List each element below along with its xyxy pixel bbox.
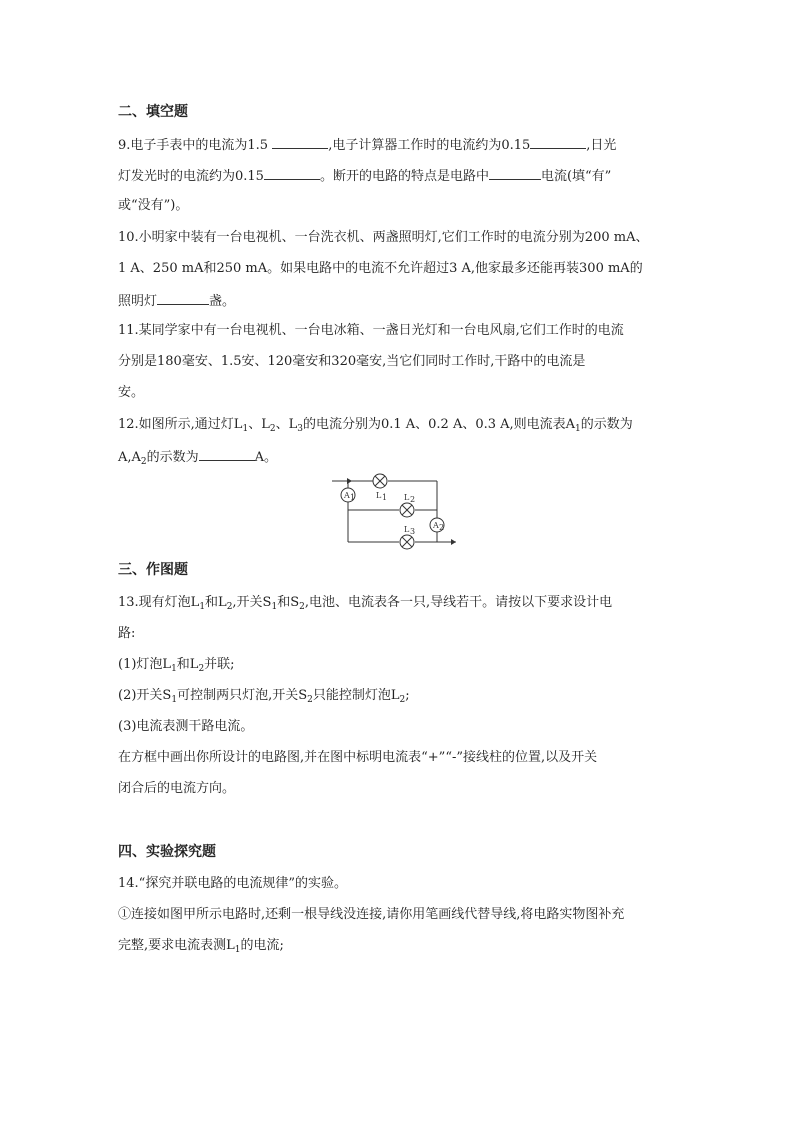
question-9-line-1 — [118, 136, 616, 154]
ammeter-a2-sub: 2 — [439, 523, 445, 532]
q14-text: 完整,要求电流表测L — [118, 938, 235, 953]
q9-text: ,日光 — [586, 138, 617, 153]
q9-text: ,电子计算器工作时的电流约为0.15 — [328, 138, 531, 153]
subscript: 1 — [271, 602, 278, 612]
subscript: 1 — [171, 695, 178, 705]
lamp-l3-icon — [400, 535, 414, 549]
q12-text: 的示数为 — [580, 417, 633, 432]
q10-text: 盏。 — [209, 294, 236, 309]
question-11-line-3: 安。 — [118, 385, 145, 400]
subscript: 1 — [199, 602, 206, 612]
question-12-line-1 — [118, 417, 633, 433]
answer-blank — [530, 136, 586, 149]
requirement-2 — [118, 688, 410, 704]
q13-text: 和S — [277, 595, 300, 610]
ammeter-a1-label: A — [344, 491, 350, 500]
question-13-note-1: 在方框中画出你所设计的电路图,并在图中标明电流表“+”“-”接线柱的位置,以及开关 — [118, 750, 598, 765]
q12-text: 12.如图所示,通过灯L — [118, 417, 243, 432]
lamp-l2-label: L — [404, 493, 410, 502]
subscript: 2 — [226, 602, 233, 612]
subscript: 2 — [299, 602, 305, 612]
q12-text: 的电流分别为0.1 A、0.2 A、0.3 A,则电流表A — [302, 417, 576, 432]
question-10-line-3 — [118, 292, 235, 310]
question-11-line-1: 11.某同学家中有一台电视机、一台电冰箱、一盏日光灯和一台电风扇,它们工作时的电流 — [118, 323, 624, 338]
q13-text: 可控制两只灯泡,开关S — [177, 688, 308, 703]
q12-text: 的示数为 — [146, 450, 199, 465]
subscript: 2 — [198, 664, 205, 674]
q13-text: 和L — [176, 657, 199, 672]
q13-text: 并联; — [204, 657, 235, 672]
answer-blank — [264, 167, 320, 180]
ammeter-a1-sub: 1 — [350, 493, 356, 502]
lamp-l1-label: L — [376, 491, 382, 500]
ammeter-a2-label: A — [433, 521, 439, 530]
subscript: 1 — [171, 664, 177, 674]
question-13-note-2: 闭合后的电流方向。 — [118, 781, 236, 796]
q13-text: (2)开关S — [118, 688, 172, 703]
lamp-l2-icon — [400, 503, 414, 517]
subscript: 2 — [307, 695, 313, 705]
subscript: 1 — [575, 424, 581, 434]
lamp-l1-icon — [373, 474, 387, 488]
q9-text: 灯发光时的电流约为0.15 — [118, 169, 264, 184]
q14-text: 的电流; — [240, 938, 284, 953]
q12-text: 、L — [248, 417, 270, 432]
q13-text: ; — [405, 688, 410, 703]
q13-text: 和L — [205, 595, 227, 610]
output-arrow-icon — [451, 539, 456, 545]
q12-text: 、L — [275, 417, 298, 432]
lamp-l3-sub: 3 — [410, 527, 416, 536]
q9-text: 电流(填“有” — [540, 169, 612, 184]
question-13-line-2: 路: — [118, 626, 136, 641]
question-12-line-2 — [118, 448, 277, 466]
q9-text: 9.电子手表中的电流为1.5 — [118, 138, 273, 153]
q12-text: A,A — [118, 450, 141, 465]
answer-blank — [272, 136, 328, 149]
answer-blank — [199, 448, 255, 461]
requirement-3: (3)电流表测干路电流。 — [118, 719, 254, 734]
question-11-line-2: 分别是180毫安、1.5安、120毫安和320毫安,当它们同时工作时,干路中的电流是 — [118, 354, 586, 369]
subscript: 2 — [399, 695, 406, 705]
question-10-line-2: 1 A、250 mA和250 mA。如果电路中的电流不允许超过3 A,他家最多还能再装300 mA的 — [118, 261, 643, 276]
question-14-line-2: ①连接如图甲所示电路时,还剩一根导线没连接,请你用笔画线代替导线,将电路实物图补充 — [118, 907, 625, 922]
question-14-line-3 — [118, 938, 284, 954]
subscript: 1 — [242, 424, 249, 434]
requirement-1 — [118, 657, 235, 673]
q13-text: ,开关S — [232, 595, 272, 610]
subscript: 2 — [140, 457, 147, 467]
question-10-line-1: 10.小明家中装有一台电视机、一台洗衣机、两盏照明灯,它们工作时的电流分别为200 mA、 — [118, 230, 649, 245]
q13-text: 只能控制灯泡L — [312, 688, 400, 703]
q13-text: ,电池、电流表各一只,导线若干。请按以下要求设计电 — [304, 595, 613, 610]
q10-text: 照明灯 — [118, 294, 158, 309]
question-9-line-2 — [118, 167, 611, 185]
q13-text: (1)灯泡L — [118, 657, 172, 672]
q12-text: A。 — [254, 450, 278, 465]
answer-blank — [157, 292, 209, 305]
lamp-l2-sub: 2 — [410, 495, 416, 504]
question-9-line-3: 或“没有”)。 — [118, 198, 189, 213]
lamp-l1-sub: 1 — [382, 493, 388, 502]
lamp-l3-label: L — [404, 525, 410, 534]
circuit-diagram — [330, 470, 465, 550]
subscript: 3 — [297, 424, 303, 434]
section-heading-drawing: 三、作图题 — [118, 562, 188, 578]
q13-text: 13.现有灯泡L — [118, 595, 200, 610]
question-13-line-1 — [118, 595, 612, 611]
answer-blank — [489, 167, 541, 180]
q9-text: 。断开的电路的特点是电路中 — [319, 169, 489, 184]
question-14-line-1: 14.“探究并联电路的电流规律”的实验。 — [118, 876, 347, 891]
subscript: 1 — [234, 945, 241, 955]
section-heading-experiment: 四、实验探究题 — [118, 844, 216, 860]
subscript: 2 — [269, 424, 276, 434]
section-heading-fill-in: 二、填空题 — [118, 104, 188, 120]
